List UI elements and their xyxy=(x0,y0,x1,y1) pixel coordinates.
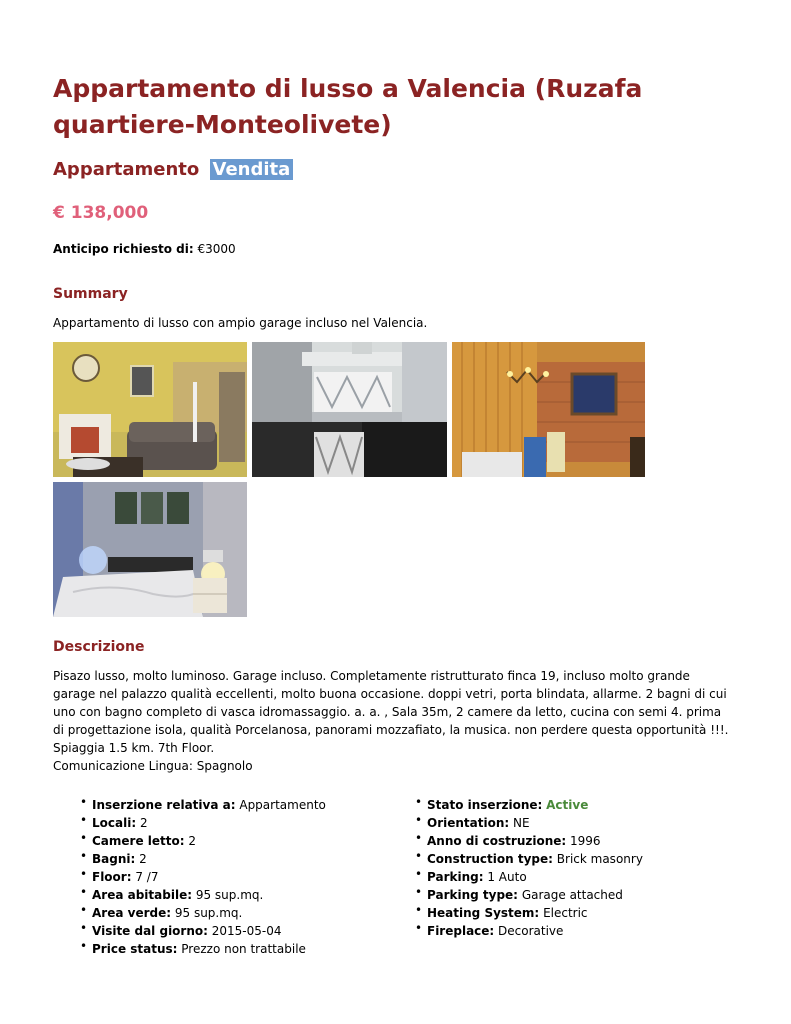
spec-item: • Visite dal giorno: 2015-05-04 xyxy=(80,921,282,938)
spec-item: • Bagni: 2 xyxy=(80,849,147,866)
spec-item: • Stato inserzione: Active xyxy=(415,795,589,812)
status-badge: Active xyxy=(546,798,589,812)
spec-item: • Anno di costruzione: 1996 xyxy=(415,831,601,848)
bedroom-photo[interactable] xyxy=(53,482,247,617)
spec-item: • Area verde: 95 sup.mq. xyxy=(80,903,243,920)
deposit-value: €3000 xyxy=(197,242,236,256)
price: € 138,000 xyxy=(53,203,149,223)
summary-text: Appartamento di lusso con ampio garage incluso nel Valencia. xyxy=(53,316,428,330)
spec-item: • Area abitabile: 95 sup.mq. xyxy=(80,885,264,902)
description-heading: Descrizione xyxy=(53,639,145,655)
dining-room-photo[interactable] xyxy=(452,342,645,477)
spec-item: • Construction type: Brick masonry xyxy=(415,849,643,866)
specs-list-right xyxy=(411,796,643,940)
property-type-line xyxy=(53,157,293,183)
spec-item: • Fireplace: Decorative xyxy=(415,921,564,938)
spec-item: • Price status: Prezzo non trattabile xyxy=(80,939,306,956)
spec-item: • Inserzione relativa a: Appartamento xyxy=(80,795,326,812)
listing-type-badge: Vendita xyxy=(210,159,294,180)
kitchen-photo[interactable] xyxy=(252,342,447,477)
deposit-line xyxy=(53,241,236,257)
deposit-label: Anticipo richiesto di: xyxy=(53,242,194,256)
property-type: Appartamento xyxy=(53,159,200,180)
spec-item: • Camere letto: 2 xyxy=(80,831,197,848)
living-room-photo[interactable] xyxy=(53,342,247,477)
spec-item: • Locali: 2 xyxy=(80,813,148,830)
spec-item: • Parking: 1 Auto xyxy=(415,867,527,884)
summary-heading: Summary xyxy=(53,286,128,302)
spec-item: • Parking type: Garage attached xyxy=(415,885,623,902)
description-text: Pisazo lusso, molto luminoso. Garage incluso. Completamente ristrutturato finca 19, incluso molto grande garage nel palazzo qualità eccellenti, molto buona occasione. doppi vetri, porta blindata, allarme. 2 bagni di cui uno con bagno completo di vasca idromassaggio. a. a. , Sala 35m, 2 camere da letto, cucina con semi 4. prima di progettazione isola, qualità Porcelanosa, panorami mozzafiato, la musica. non perdere questa opportunità !!!. Spiaggia 1.5 km. 7th Floor. xyxy=(53,669,729,755)
description-language: Comunicazione Lingua: Spagnolo xyxy=(53,759,253,773)
spec-item: • Heating System: Electric xyxy=(415,903,588,920)
spec-item: • Floor: 7 /7 xyxy=(80,867,159,884)
spec-item: • Orientation: NE xyxy=(415,813,530,830)
page-title: Appartamento di lusso a Valencia (Ruzafa quartiere-Monteolivete) xyxy=(53,74,643,139)
specs-list-left xyxy=(76,796,326,958)
